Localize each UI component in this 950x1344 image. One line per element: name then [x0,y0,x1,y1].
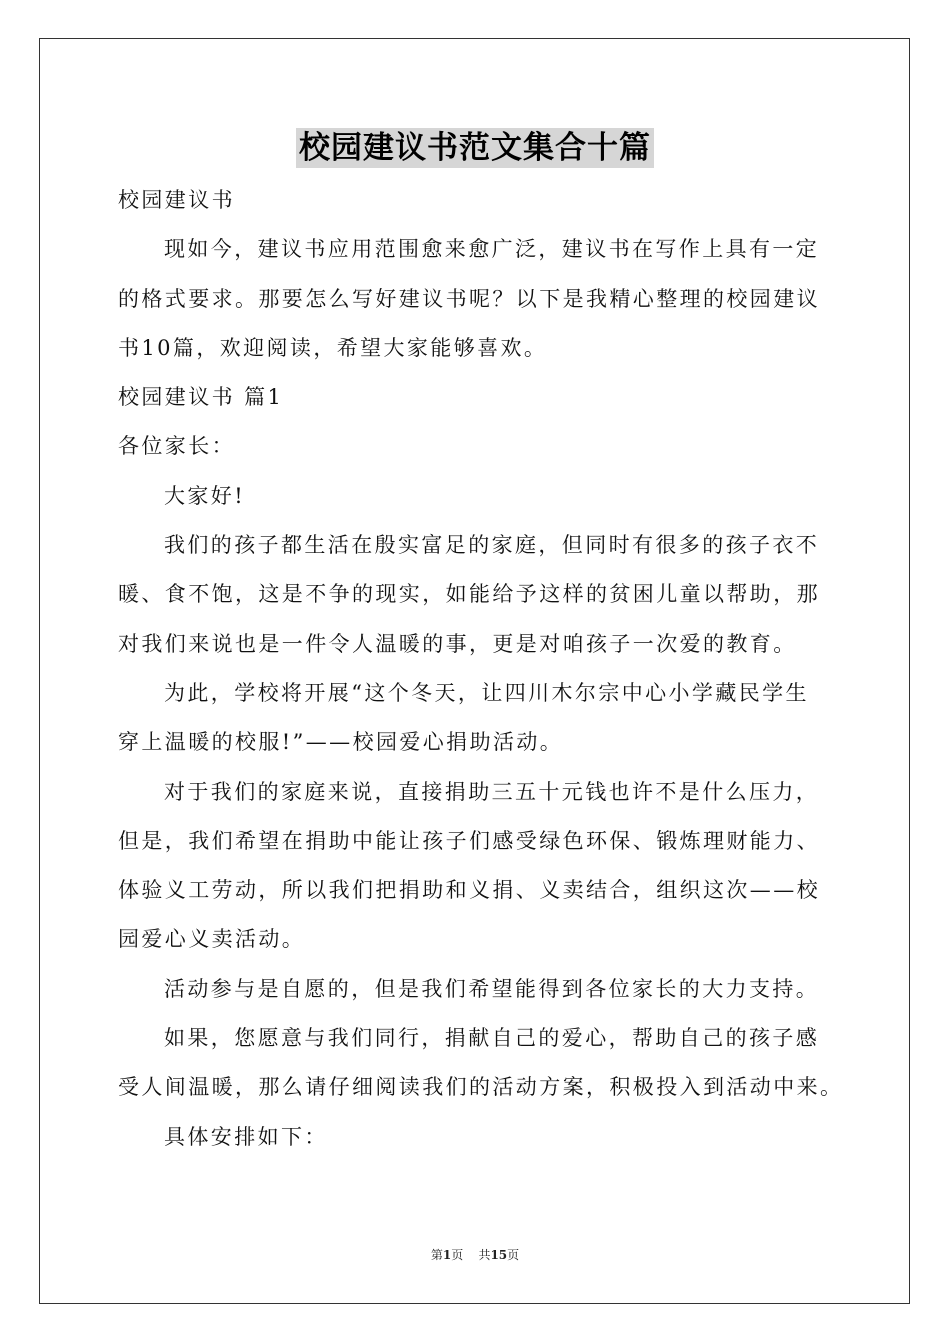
text-line: 现如今，建议书应用范围愈来愈广泛，建议书在写作上具有一定 [164,237,820,262]
footer-page-number: 1 [442,1248,452,1262]
text-line: 暖、食不饱，这是不争的现实，如能给予这样的贫困儿童以帮助，那 [118,582,820,607]
title-container [0,128,950,168]
text-line: 各位家长： [118,434,235,459]
footer-suffix: 页 [507,1248,520,1262]
footer-mid: 页 共 [451,1248,491,1262]
text-line: 但是，我们希望在捐助中能让孩子们感受绿色环保、锻炼理财能力、 [118,828,820,853]
page-footer [0,1247,950,1263]
text-line: 穿上温暖的校服!”——校园爱心捐助活动。 [118,730,564,755]
text-line: 我们的孩子都生活在殷实富足的家庭，但同时有很多的孩子衣不 [164,533,820,558]
text-line: 大家好! [164,483,246,508]
text-line: 园爱心义卖活动。 [118,927,306,952]
text-line: 对我们来说也是一件令人温暖的事，更是对咱孩子一次爱的教育。 [118,631,797,656]
footer-total-pages: 15 [490,1248,508,1262]
footer-prefix: 第 [430,1248,443,1262]
text-line: 校园建议书 [118,188,235,212]
text-line: 具体安排如下： [164,1124,328,1149]
document-title: 校园建议书范文集合十篇 [296,128,654,168]
text-line: 受人间温暖，那么请仔细阅读我们的活动方案，积极投入到活动中来。 [118,1075,844,1100]
text-line: 如果，您愿意与我们同行，捐献自己的爱心，帮助自己的孩子感 [164,1026,820,1051]
text-line: 对于我们的家庭来说，直接捐助三五十元钱也许不是什么压力， [164,779,820,804]
text-line: 的格式要求。那要怎么写好建议书呢？以下是我精心整理的校园建议 [118,286,820,311]
text-line: 书10篇，欢迎阅读，希望大家能够喜欢。 [118,335,548,360]
document-body [118,176,844,1162]
text-line: 体验义工劳动，所以我们把捐助和义捐、义卖结合，组织这次——校 [118,878,820,903]
text-line: 活动参与是自愿的，但是我们希望能得到各位家长的大力支持。 [164,976,820,1001]
text-line: 为此，学校将开展“这个冬天，让四川木尔宗中心小学藏民学生 [164,680,809,705]
text-line: 校园建议书 篇1 [118,385,284,410]
